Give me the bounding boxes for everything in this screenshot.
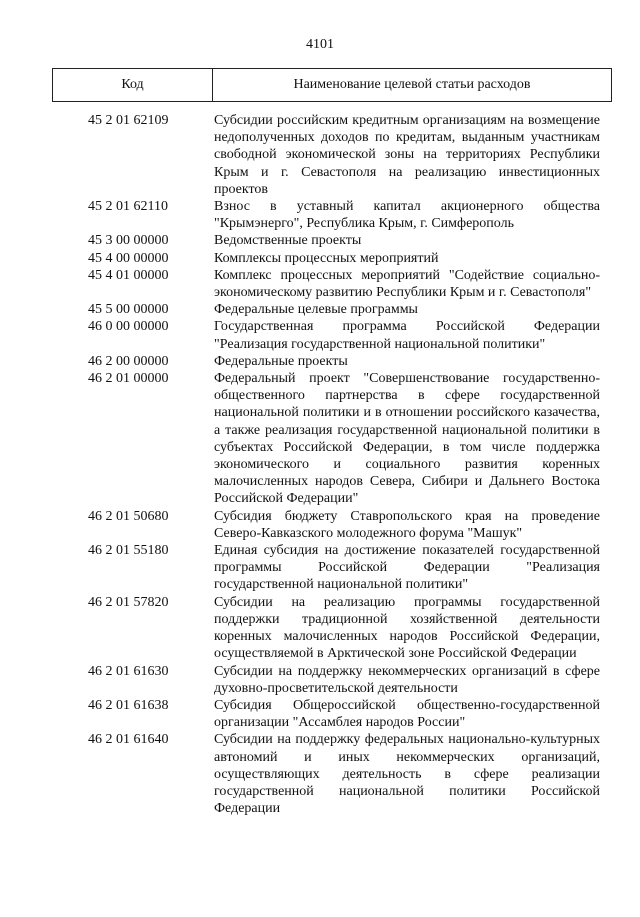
row-code: 45 5 00 00000 bbox=[88, 302, 169, 318]
row-code: 46 2 01 55180 bbox=[88, 543, 169, 559]
row-name: Федеральные целевые программы bbox=[214, 302, 418, 318]
table-row bbox=[52, 250, 612, 267]
table-row bbox=[52, 370, 612, 508]
row-code: 46 2 01 50680 bbox=[88, 508, 169, 524]
row-code: 45 3 00 00000 bbox=[88, 233, 169, 249]
row-code: 45 4 00 00000 bbox=[88, 250, 169, 266]
table-row bbox=[52, 267, 612, 301]
row-code: 46 2 01 61638 bbox=[88, 697, 169, 713]
row-name: Комплекс процессных мероприятий "Содействие социально-экономическому развитию Республики Крым и г. Севастополя" bbox=[214, 267, 600, 301]
row-name: Субсидии на реализацию программы государственной поддержки традиционной хозяйственной деятельности коренных малочисленных народов Российской Федерации, осуществляемой в Арктической зоне Российской Федерации bbox=[214, 594, 600, 662]
row-code: 46 2 01 61640 bbox=[88, 732, 169, 748]
header-name: Наименование целевой статьи расходов bbox=[293, 77, 531, 92]
table-row bbox=[52, 542, 612, 594]
row-name: Единая субсидия на достижение показателей государственной программы Российской Федерации "Реализация государственной национальной политики" bbox=[214, 543, 600, 593]
table-row bbox=[52, 112, 612, 198]
table-row bbox=[52, 594, 612, 663]
table-row bbox=[52, 301, 612, 318]
table-row bbox=[52, 353, 612, 370]
row-name: Государственная программа Российской Федерации "Реализация государственной национальной политики" bbox=[214, 319, 600, 352]
table-row bbox=[52, 318, 612, 352]
row-name: Федеральные проекты bbox=[214, 353, 348, 369]
table-row bbox=[52, 731, 612, 817]
row-code: 46 2 01 00000 bbox=[88, 371, 169, 387]
table-row bbox=[52, 508, 612, 542]
table-row bbox=[52, 232, 612, 249]
row-name: Субсидия Общероссийской общественно-государственной организации "Ассамблея народов России" bbox=[214, 697, 600, 731]
row-name: Взнос в уставный капитал акционерного общества "Крымэнерго", Республика Крым, г. Симферополь bbox=[214, 199, 600, 232]
row-code: 46 2 00 00000 bbox=[88, 353, 169, 369]
row-name: Ведомственные проекты bbox=[214, 233, 362, 249]
table-row bbox=[52, 198, 612, 232]
row-code: 45 2 01 62110 bbox=[88, 199, 168, 215]
row-name: Субсидии на поддержку федеральных национально-культурных автономий и иных некоммерческих организаций, осуществляющих деятельность в сфере реализации государственной национальной политики Российской Федерации bbox=[214, 732, 600, 817]
header-code: Код bbox=[53, 69, 213, 101]
table-row bbox=[52, 663, 612, 697]
row-name: Федеральный проект "Совершенствование государственно-общественного партнерства в сфере государственной национальной политики и в отношении российского казачества, а также реализация государственной национальной политики в субъектах Российской Федерации, в том числе поддержка экономического и социального развития коренных малочисленных народов Севера, Сибири и Дальнего Востока Российской Федерации" bbox=[214, 371, 600, 507]
table-row bbox=[52, 697, 612, 731]
row-code: 46 2 01 57820 bbox=[88, 594, 169, 610]
row-code: 45 2 01 62109 bbox=[88, 113, 169, 128]
row-name: Комплексы процессных мероприятий bbox=[214, 250, 439, 266]
row-code: 45 4 01 00000 bbox=[88, 267, 169, 283]
table-header bbox=[52, 68, 612, 102]
row-name: Субсидия бюджету Ставропольского края на проведение Северо-Кавказского молодежного форума "Машук" bbox=[214, 508, 600, 541]
table-body bbox=[52, 112, 612, 817]
row-name: Субсидии на поддержку некоммерческих организаций в сфере духовно-просветительской деятельности bbox=[214, 663, 600, 696]
row-name: Субсидии российским кредитным организациям на возмещение недополученных доходов по кредитам, выданным участникам свободной экономической зоны на территориях Республики Крым и г. Севастополя на реализацию инвестиционных проектов bbox=[214, 113, 600, 197]
page-number: 4101 bbox=[306, 37, 334, 52]
row-code: 46 0 00 00000 bbox=[88, 319, 169, 335]
row-code: 46 2 01 61630 bbox=[88, 663, 169, 679]
